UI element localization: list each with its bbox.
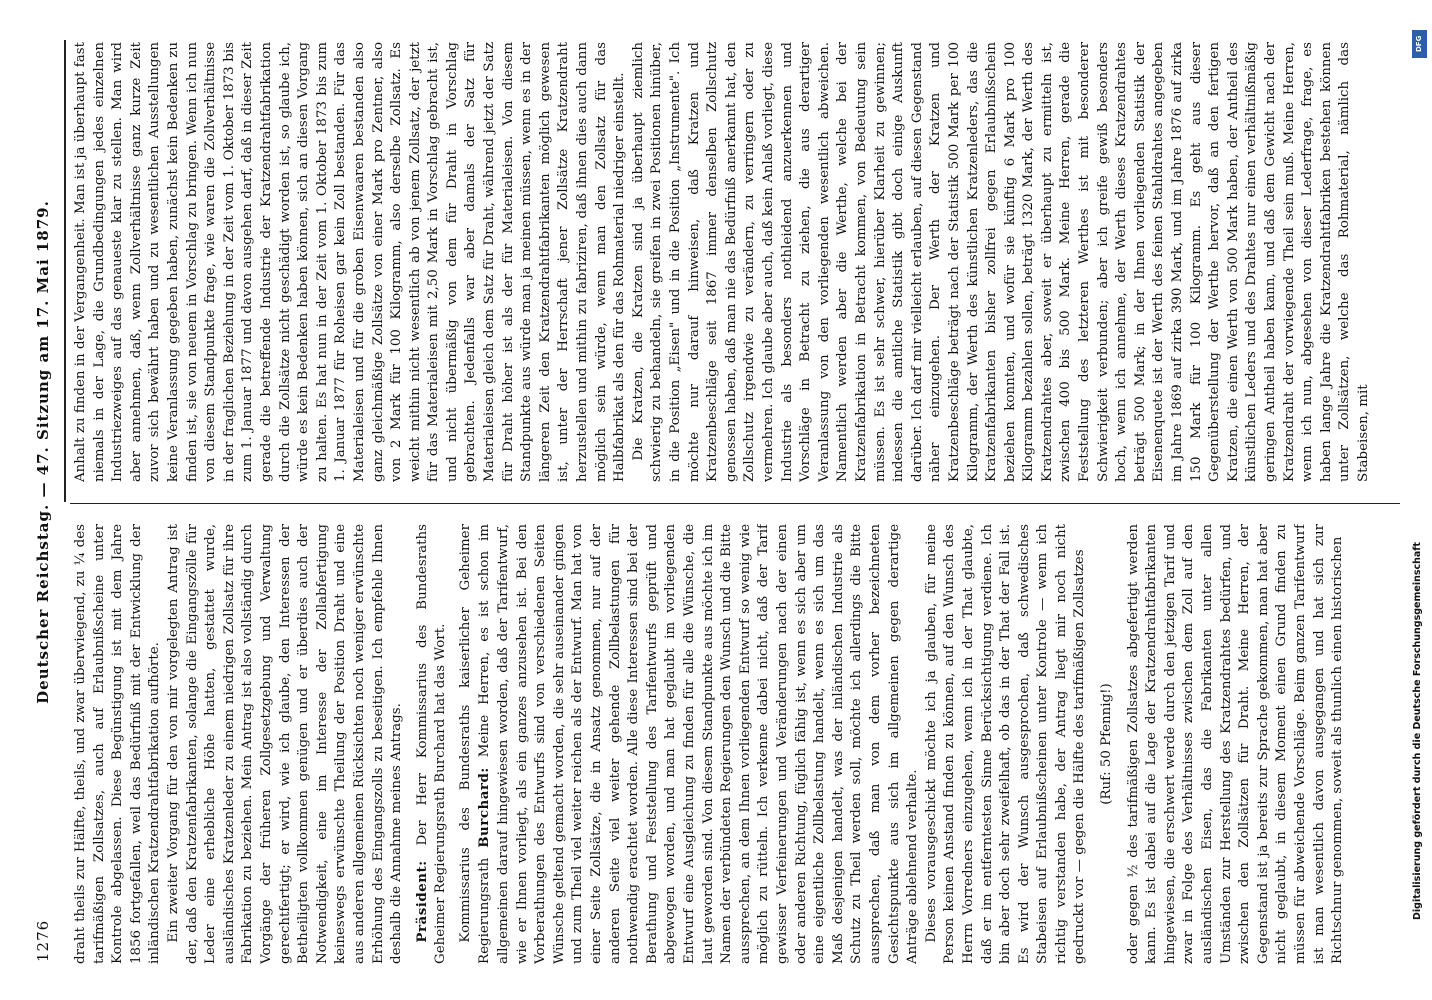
- speaker-name: Präsident:: [413, 860, 430, 943]
- header-rule: [64, 40, 66, 502]
- speaker-paragraph: [457, 524, 923, 964]
- page-header: [22, 22, 62, 982]
- dfg-logo: DFG: [1412, 30, 1427, 58]
- speaker-intro: Kommissarius des Bundesraths kaiserlicher Geheimer Regierungsrath: [457, 524, 493, 964]
- right-column: [72, 42, 1402, 482]
- speaker-text: Meine Herren, es ist schon im allgemeinen darauf hingewiesen worden, daß der Tarifentwurf, wie er Ihnen vorliegt, als ein ganzes anzusehen ist. Bei den Vorberathungen des Entwurfs sind von verschiedenen Seiten Wünsche geltend gemacht worden, die sehr auseinander gingen und zum Theil viel weiter reichen als der Entwurf. Man hat von einer Seite Zollsätze, die in Ansatz genommen, nur auf der anderen Seite viel weiter gehende Zollbelastungen für nothwendig erachtet worden. Alle diese Interessen sind bei der Berathung und Feststellung des Tarifentwurfs geprüft und abgewogen worden, und man hat geglaubt im vorliegenden Entwurf eine Ausgleichung zu finden für alle die Wünsche, die laut geworden sind. Von diesem Standpunkte aus möchte ich im Namen der verbündeten Regierungen den Wunsch und die Bitte aussprechen, an dem Ihnen vorliegenden Entwurf so wenig wie möglich zu rütteln. Ich verkenne dabei nicht, daß der Tarif gewisser Verfeinerungen und Veränderungen nach der einen oder anderen Richtung, füglich fähig ist, wenn es sich aber um eine eigentliche Zollbelastung handelt, wenn es sich um das Maß desjenigen handelt, was der inländischen Industrie als Schutz zu Theil werden soll, möchte ich allerdings die Bitte aussprechen, daß man von dem vorher bezeichneten Gesichtspunkte aus sich im allgemeinen gegen derartige Anträge ablehnend verhalte.: [477, 524, 921, 964]
- interjection: (Ruf: 50 Pfennig!): [1099, 683, 1115, 805]
- stamp-text: Digitalisierung gefördert durch die Deutsche Forschungsgemeinschaft: [1412, 542, 1423, 920]
- column-divider: [70, 503, 1400, 504]
- paragraph: Ein zweiter Vorgang für den von mir vorgelegten Antrag ist der, daß den Kratzenfabrikanten, solange die Eingangszölle für Leder eine erhebliche Höhe hatten, gestattet wurde, ausländisches Kratzenleder zu einem niedrigen Zollsatz für ihre Fabrikation zu beziehen. Mein Antrag ist also vollständig durch Vorgänge der früheren Zollgesetzgebung und Verwaltung gerechtfertigt; er wird, wie ich glaube, den Interessen der Betheiligten vollkommen genügen und er überdies auch der Notwendigkeit, eine im Interesse der Zollabfertigung keineswegs erwünschte Theilung der Position Draht und eine aus anderen allgemeinen Rücksichten noch weniger erwünschte Erhöhung des Eingangszolls zu beseitigen. Ich empfehle Ihnen deshalb die Annahme meines Antrags.: [165, 524, 405, 964]
- paragraph: draht theils zur Hälfte, theils, und zwar überwiegend, zu ¼ des tarifmäßigen Zollsatzes, auch auf Erlaubnißscheine unter Kontrole abgelassen. Diese Begünstigung ist mit dem Jahre 1856 fortgefallen, weil das Bedürfniß mit der Entwicklung der inländischen Kratzendrahtfabrikation aufhörte.: [73, 524, 163, 964]
- paragraph: Die Kratzen, die Kratzen sind ja überhaupt ziemlich schwierig zu behandeln, sie greifen in zwei Positionen hinüber, in die Position „Eisen" und in die Position „Instrumente". Ich möchte nur darauf hinweisen, daß Kratzen und Kratzenbeschläge seit 1867 immer denselben Zollschutz genossen haben, daß man nie das Bedürfniß anerkannt hat, den Zollschutz irgendwie zu verändern, zu verringern oder zu vermehren. Ich glaube aber auch, daß kein Anlaß vorliegt, diese Industrie als besonders nothleidend anzuerkennen und Vorschläge in Betracht zu ziehen, die aus derartiger Veranlassung von den vorliegenden wesentlich abweichen. Namentlich werden aber die Werthe, welche bei der Kratzenfabrikation in Betracht kommen, von Bedeutung sein müssen. Es ist sehr schwer, hierüber Klarheit zu gewinnen; indessen die amtliche Statistik gibt doch einige Auskunft darüber. Ich darf mir vielleicht erlauben, auf diesen Gegenstand näher einzugehen. Der Werth der Kratzen und Kratzenbeschläge beträgt nach der Statistik 500 Mark per 100 Kilogramm, der Werth des künstlichen Kratzenleders, das die Kratzenfabrikanten bisher zollfrei gegen Erlaubnißschein beziehen konnten, und wofür sie künftig 6 Mark pro 100 Kilogramm bezahlen sollen, beträgt 1320 Mark, der Werth des Kratzendrahtes aber, soweit er überhaupt zu ermitteln ist, zwischen 400 bis 500 Mark. Meine Herren, gerade die Feststellung des letzteren Werthes ist mit besonderer Schwierigkeit verbunden; aber ich greife gewiß besonders hoch, wenn ich annehme, der Werth dieses Kratzendrahtes beträgt 500 Mark; in der Ihnen vorliegenden Statistik der Eisenenquete ist der Werth des feinen Stahldrahtes angegeben im Jahre 1869 auf zirka 390 Mark, und im Jahre 1876 auf zirka 150 Mark für 100 Kilogramm. Es geht aus dieser Gegenüberstellung der Werthe hervor, daß an den fertigen Kratzen, die einen Werth von 500 Mark haben, der Antheil des künstlichen Leders und des Drahtes nur einen verhältnißmäßig geringen Antheil haben kann, und daß dem Gewicht nach der Kratzendraht der vorwiegende Theil sein muß. Meine Herren, wenn ich nun, abgesehen von dieser Lederfrage, frage, es haben lange Jahre die Kratzendrahtfabriken bestehen können unter Zollsätzen, welche das Rohmaterial, nämlich das Stabeisen, mit: [630, 42, 1371, 482]
- paragraph: Anhalt zu finden in der Vergangenheit. Man ist ja überhaupt fast niemals in der Lage, die Grundbedingungen jedes einzelnen Industriezweiges auf das genaueste klar zu stellen. Man wird aber annehmen, daß, wenn Zollverhältnisse ganz kurze Zeit zuvor sich bewährt haben und zu wesentlichen Ausstellungen keine Veranlassung gegeben haben, zunächst kein Bedenken zu finden ist, sie von neuem in Vorschlag zu bringen. Wenn ich nun von diesem Standpunkte frage, wie waren die Zollverhältnisse in der fraglichen Beziehung in der Zeit vom 1. Oktober 1873 bis zum 1. Januar 1877 und davon ausgehen darf, daß in dieser Zeit gerade die betreffende Industrie der Kratzendrahtfabrikation durch die Zollsätze nicht geschädigt worden ist, so glaube ich, würde es kein Bedenken haben können, sich an diesen Vorgang zu halten. Es hat nun in der Zeit vom 1. Oktober 1873 bis zum 1. Januar 1877 für Roheisen gar kein Zoll bestanden. Für das Materialeisen und für die groben Eisenwaaren bestanden also ganz gleichmäßige Zollsätze von einer Mark pro Zentner, also von 2 Mark für 100 Kilogramm, also derselbe Zollsatz. Es weicht mithin nicht wesentlich ab von jenem Zollsatz, der jetzt für das Materialeisen mit 2,50 Mark in Vorschlag gebracht ist, und nicht übermäßig von dem für Draht in Vorschlag gebrachten. Jedenfalls war aber damals der Satz für Materialeisen gleich dem Satz für Draht, während jetzt der Satz für Draht höher ist als der für Materialeisen. Von diesem Standpunkte aus würde man ja meinen müssen, wenn es in der längeren Zeit den Kratzendrahtfabrikanten möglich gewesen ist, unter der Herrschaft jener Zollsätze Kratzendraht herzustellen und mithin zu fabriziren, daß ihnen dies auch dann möglich sein würde, wenn man den Zollsatz für das Halbfabrikat als den für das Rohmaterial niedriger einstellt.: [73, 42, 628, 482]
- digitization-stamp: [1408, 30, 1430, 930]
- speaker-paragraph: [413, 524, 451, 964]
- speaker-text: Der Herr Kommissarius des Bundesraths Geheimer Regierungsrath Burchard hat das Wort.: [414, 524, 449, 964]
- speaker-name: Burchard:: [476, 767, 493, 848]
- paragraph: Dieses vorausgeschickt möchte ich ja glauben, für meine Person keinen Anstand finden zu können, auf den Wunsch des Herrn Vorredners einzugehen, wenn ich in der That glaubte, daß er im entferntesten Sinne Berücksichtigung verdiene. Ich bin aber doch sehr zweifelhaft, ob das in der That der Fall ist. Es wird der Wunsch ausgesprochen, daß schwedisches Stabeisen auf Erlaubnißscheinen unter Kontrole — wenn ich richtig verstanden habe, der Antrag liegt mir noch nicht gedruckt vor — gegen die Hälfte des tarifmäßigen Zollsatzes: [923, 524, 1088, 964]
- left-column: [72, 524, 1402, 964]
- paragraph: oder gegen ½ des tarifmäßigen Zollsatzes abgefertigt werden kann. Es ist dabei auf die Lage der Kratzendrahtfabrikanten hingewiesen, die erschwert werde durch den jetzigen Tarif und zwar in Folge des Verhältnisses zwischen dem Zoll auf den ausländischen Eisen, das die Fabrikanten unter allen Umständen zur Herstellung des Kratzendrahtes bedürfen, und zwischen den Zollsätzen für Draht. Meine Herren, der Gegenstand ist ja bereits zur Sprache gekommen, man hat aber nicht geglaubt, in diesem Moment einen Grund finden zu müssen für abweichende Vorschläge. Beim ganzen Tarifentwurf ist man wesentlich davon ausgegangen und hat sich zur Richtschnur genommen, soweit als thunlich einen historischen: [1125, 524, 1346, 964]
- document-page: [22, 22, 1422, 982]
- running-head: Deutscher Reichstag. — 47. Sitzung am 17. Mai 1879.: [34, 200, 52, 704]
- page-number: 1276: [34, 919, 52, 962]
